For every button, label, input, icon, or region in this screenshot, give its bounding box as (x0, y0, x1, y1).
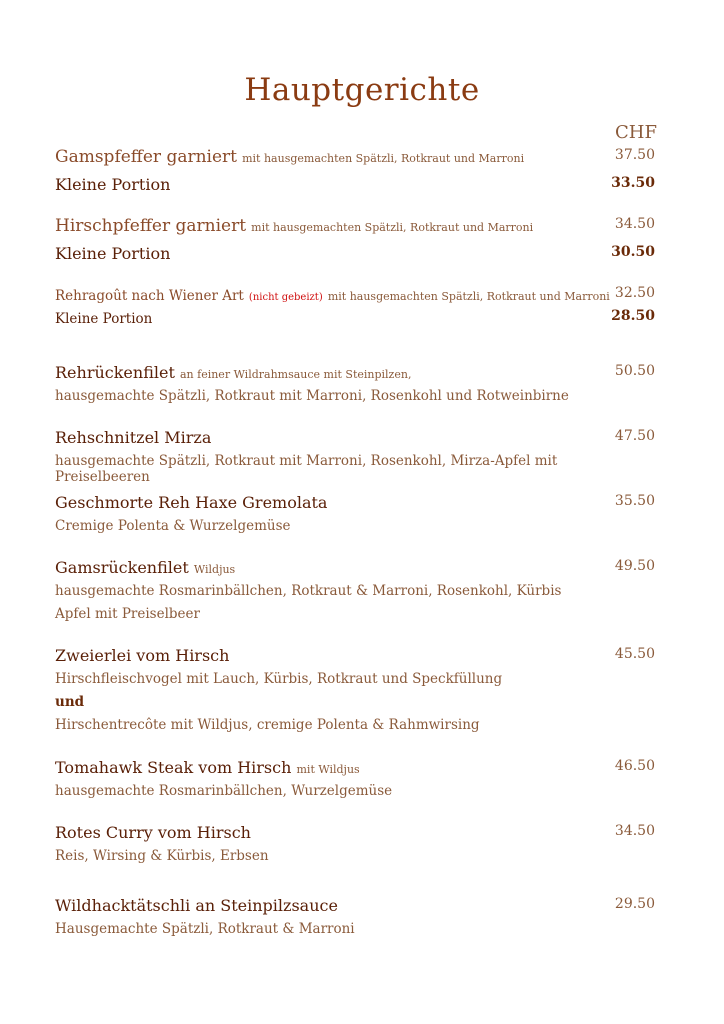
item-conjunction: und (55, 694, 85, 710)
item-description: Reis, Wirsing & Kürbis, Erbsen (55, 848, 269, 864)
item-price: 33.50 (611, 175, 655, 191)
menu-item-gamspfeffer-small (55, 175, 655, 194)
item-description-2: Apfel mit Preiselbeer (55, 606, 200, 622)
menu-item-gamspfeffer (55, 147, 655, 167)
menu-item-rotes-curry (55, 823, 655, 842)
item-name: Hirschpfeffer garniert (55, 216, 247, 236)
item-price: 45.50 (614, 646, 655, 662)
item-price: 49.50 (614, 558, 655, 574)
item-price: 37.50 (614, 147, 655, 163)
item-description: hausgemachte Spätzli, Rotkraut mit Marroni, Rosenkohl und Rotweinbirne (55, 388, 569, 404)
item-name: Rehragoût nach Wiener Art (55, 288, 244, 304)
item-price: 50.50 (614, 363, 655, 379)
item-note: an feiner Wildrahmsauce mit Steinpilzen, (179, 368, 412, 381)
item-price: 29.50 (614, 896, 655, 912)
item-name: Gamspfeffer garniert (55, 147, 238, 167)
item-name: Rehrückenfilet (55, 363, 175, 382)
item-name: Zweierlei vom Hirsch (55, 646, 230, 665)
item-price: 47.50 (614, 428, 655, 444)
item-note: mit hausgemachten Spätzli, Rotkraut und Marroni (251, 221, 534, 234)
item-description: Hirschfleischvogel mit Lauch, Kürbis, Rotkraut und Speckfüllung (55, 671, 503, 687)
menu-item-rehragout (55, 285, 655, 304)
item-description: Cremige Polenta & Wurzelgemüse (55, 518, 291, 534)
item-name: Wildhacktätschli an Steinpilzsauce (55, 896, 338, 915)
item-note: mit Wildjus (296, 763, 360, 776)
item-name: Kleine Portion (55, 175, 171, 194)
menu-item-wildhacktaetschli (55, 896, 655, 915)
page-title: Hauptgerichte (244, 72, 480, 108)
item-description: hausgemachte Rosmarinbällchen, Rotkraut & Marroni, Rosenkohl, Kürbis (55, 583, 562, 599)
item-name: Rotes Curry vom Hirsch (55, 823, 251, 842)
item-description: Hausgemachte Spätzli, Rotkraut & Marroni (55, 921, 355, 937)
item-name: Rehschnitzel Mirza (55, 428, 212, 447)
item-description: hausgemachte Rosmarinbällchen, Wurzelgemüse (55, 783, 393, 799)
item-name: Gamsrückenfilet (55, 558, 189, 577)
currency-label: CHF (615, 122, 657, 143)
menu-item-rehrueckenfilet (55, 363, 655, 382)
item-price: 34.50 (614, 823, 655, 839)
item-name: Tomahawk Steak vom Hirsch (55, 758, 292, 777)
item-name: Geschmorte Reh Haxe Gremolata (55, 493, 328, 512)
item-price: 32.50 (614, 285, 655, 301)
item-price: 35.50 (614, 493, 655, 509)
menu-item-hirschpfeffer-small (55, 244, 655, 263)
menu-item-rehschnitzel (55, 428, 655, 447)
menu-item-tomahawk (55, 758, 655, 777)
item-price: 30.50 (611, 244, 655, 260)
item-price: 46.50 (614, 758, 655, 774)
item-name: Kleine Portion (55, 311, 153, 327)
menu-item-hirschpfeffer (55, 216, 655, 236)
item-price: 28.50 (611, 308, 655, 324)
item-note: mit hausgemachten Spätzli, Rotkraut und Marroni (327, 290, 610, 303)
item-description-2: Hirschentrecôte mit Wildjus, cremige Polenta & Rahmwirsing (55, 717, 480, 733)
menu-item-zweierlei (55, 646, 655, 665)
item-note: Wildjus (193, 563, 236, 576)
item-note: mit hausgemachten Spätzli, Rotkraut und Marroni (242, 152, 525, 165)
item-description: hausgemachte Spätzli, Rotkraut mit Marroni, Rosenkohl, Mirza-Apfel mit Preiselbeeren (55, 453, 558, 485)
item-price: 34.50 (614, 216, 655, 232)
menu-item-reh-haxe (55, 493, 655, 512)
menu-item-gamsrueckenfilet (55, 558, 655, 577)
menu-item-rehragout-small (55, 308, 655, 327)
item-red-note: (nicht gebeizt) (248, 292, 323, 303)
item-name: Kleine Portion (55, 244, 171, 263)
